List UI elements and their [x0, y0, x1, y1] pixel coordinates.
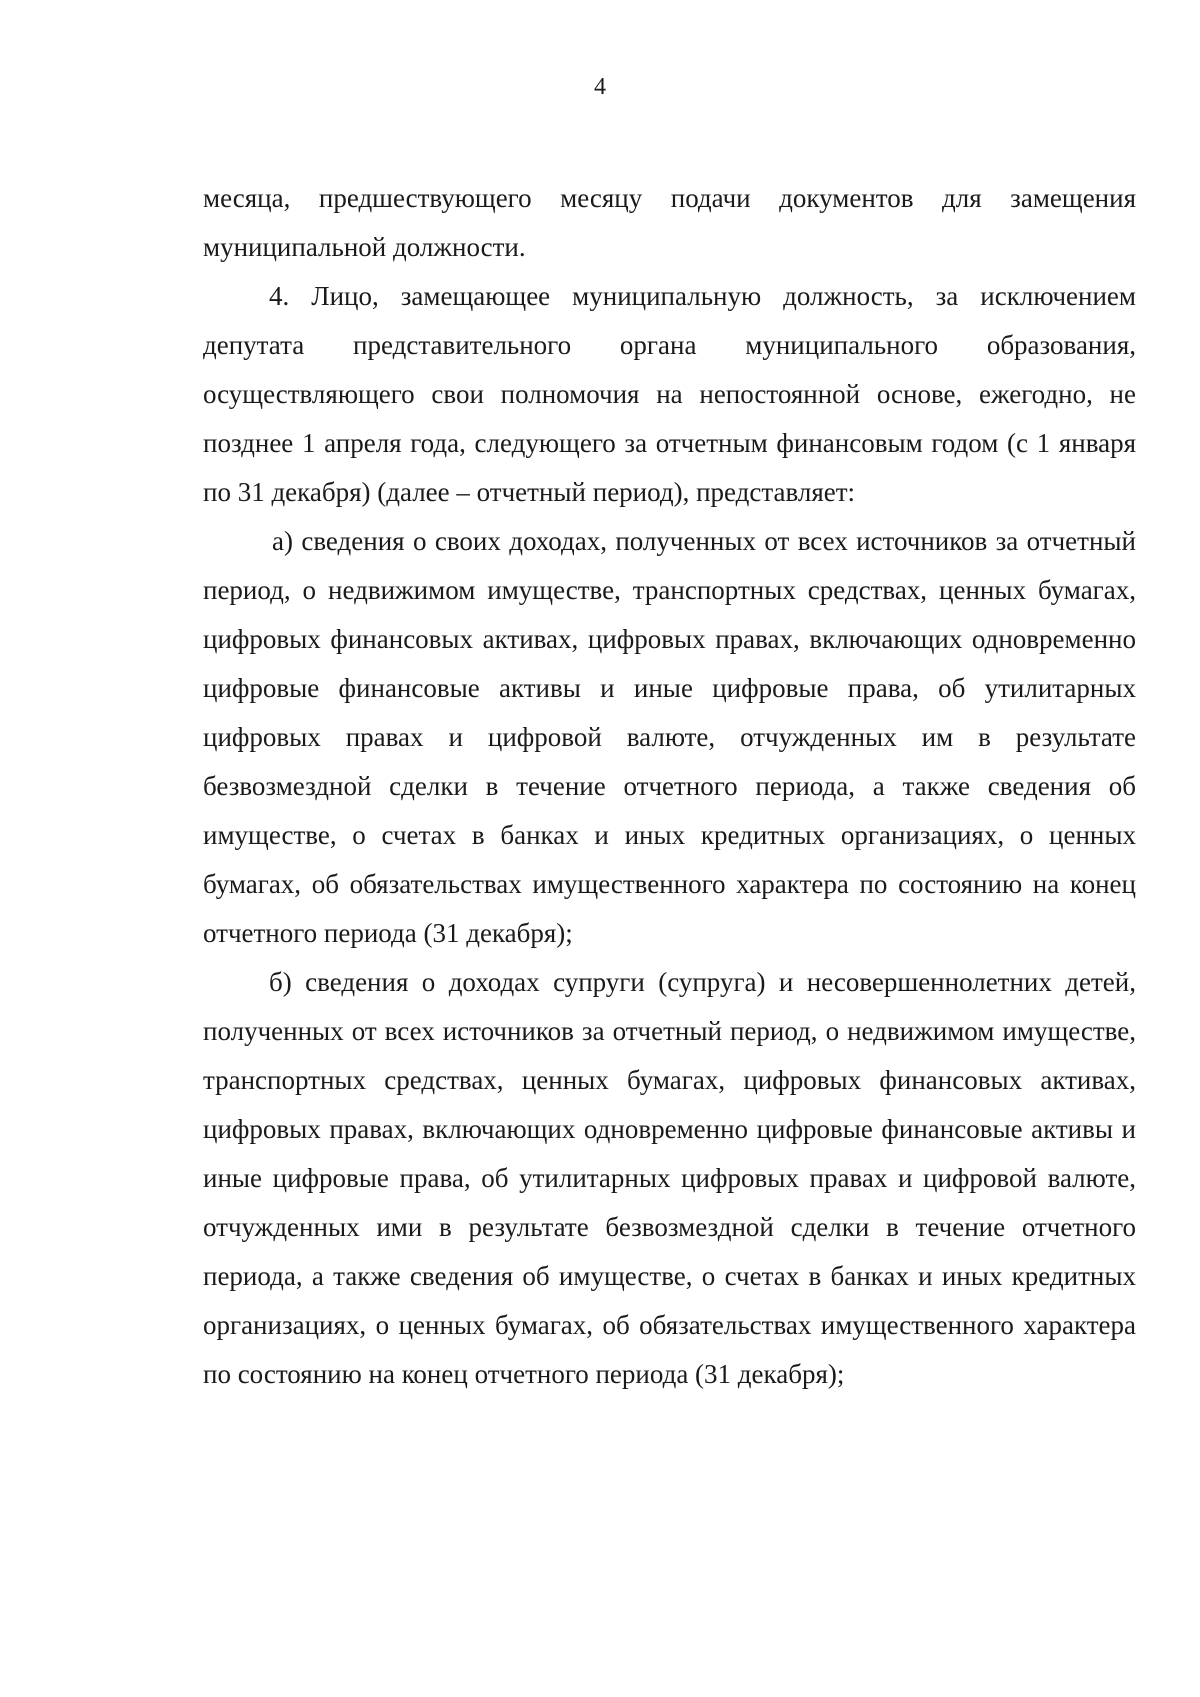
paragraph-subitem-a: а) сведения о своих доходах, полученных от всех источников за отчетный период, о недвижимом имуществе, транспортных средствах, ценных бумагах, цифровых финансовых активах, цифровых правах, включающих одновременно цифровые финансовые активы и иные цифровые права, об утилитарных цифровых правах и цифровой валюте, отчужденных им в результате безвозмездной сделки в течение отчетного периода, а также сведения об имуществе, о счетах в банках и иных кредитных организациях, о ценных бумагах, об обязательствах имущественного характера по состоянию на конец отчетного периода (31 декабря);: [203, 526, 1136, 948]
paragraph-subitem-b: б) сведения о доходах супруги (супруга) и несовершеннолетних детей, полученных от всех источников за отчетный период, о недвижимом имуществе, транспортных средствах, ценных бумагах, цифровых финансовых активах, цифровых правах, включающих одновременно цифровые финансовые активы и иные цифровые права, об утилитарных цифровых правах и цифровой валюте, отчужденных ими в результате безвозмездной сделки в течение отчетного периода, а также сведения об имуществе, о счетах в банках и иных кредитных организациях, о ценных бумагах, об обязательствах имущественного характера по состоянию на конец отчетного периода (31 декабря);: [203, 967, 1136, 1389]
paragraph-continuation: месяца, предшествующего месяцу подачи документов для замещения муниципальной должности.: [203, 183, 1136, 262]
page-number: 4: [594, 74, 606, 100]
paragraph-item-4: 4. Лицо, замещающее муниципальную должность, за исключением депутата представительного органа муниципального образования, осуществляющего свои полномочия на непостоянной основе, ежегодно, не позднее 1 апреля года, следующего за отчетным финансовым годом (с 1 января по 31 декабря) (далее – отчетный период), представляет:: [203, 281, 1136, 507]
document-body: [203, 174, 1136, 1399]
